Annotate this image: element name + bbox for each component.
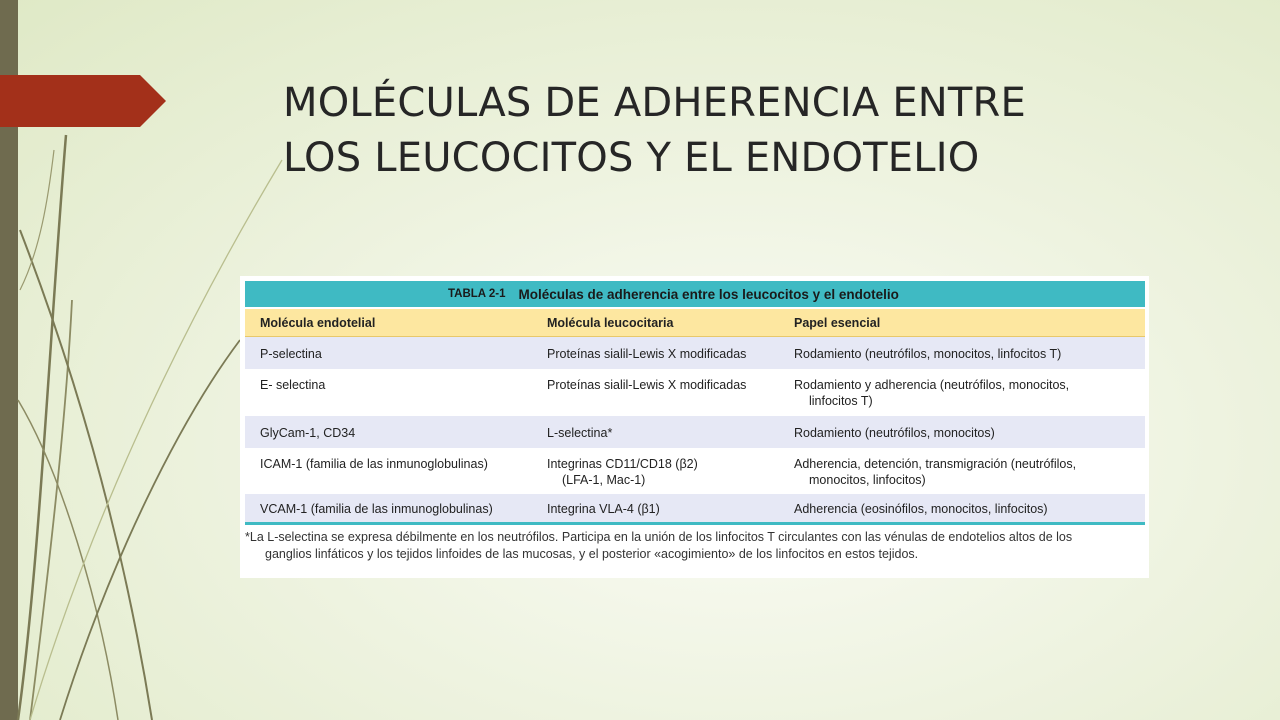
cell-endothelial: GlyCam-1, CD34 — [260, 426, 356, 440]
table-row — [245, 416, 1145, 448]
cell-endothelial: P-selectina — [260, 347, 322, 361]
footnote-line-1: *La L-selectina se expresa débilmente en los neutrófilos. Participa en la unión de los linfocitos T circulantes con las vénulas de endotelios altos de los — [245, 530, 1073, 544]
table-row — [245, 337, 1145, 369]
cell-leukocyte: Integrinas CD11/CD18 (β2) — [547, 457, 698, 471]
cell-role: Rodamiento (neutrófilos, monocitos) — [794, 426, 995, 440]
slide-title-line-2: LOS LEUCOCITOS Y EL ENDOTELIO — [283, 135, 980, 181]
cell-role: Rodamiento y adherencia (neutrófilos, monocitos, — [794, 378, 1070, 392]
cell-endothelial: E- selectina — [260, 378, 326, 392]
header-role: Papel esencial — [794, 316, 881, 330]
adhesion-molecules-table — [240, 276, 1149, 578]
slide-title-line-1: MOLÉCULAS DE ADHERENCIA ENTRE — [283, 80, 1027, 126]
cell-leukocyte: Proteínas sialil-Lewis X modificadas — [547, 378, 747, 392]
cell-role-continued: linfocitos T) — [809, 394, 873, 408]
table-row — [245, 494, 1145, 522]
cell-endothelial: ICAM-1 (familia de las inmunoglobulinas) — [260, 457, 488, 471]
header-endothelial: Molécula endotelial — [260, 316, 376, 330]
cell-role-continued: monocitos, linfocitos) — [809, 473, 926, 487]
table-title: Moléculas de adherencia entre los leucocitos y el endotelio — [518, 286, 899, 302]
cell-endothelial: VCAM-1 (familia de las inmunoglobulinas) — [260, 502, 493, 516]
table-row — [245, 448, 1145, 494]
cell-leukocyte: Integrina VLA-4 (β1) — [547, 502, 660, 516]
cell-role: Rodamiento (neutrófilos, monocitos, linfocitos T) — [794, 347, 1062, 361]
footnote-line-2: ganglios linfáticos y los tejidos linfoides de las mucosas, y el posterior «acogimiento» de los linfocitos en estos tejidos. — [265, 547, 919, 561]
cell-leukocyte: Proteínas sialil-Lewis X modificadas — [547, 347, 747, 361]
table-row — [245, 369, 1145, 416]
title-accent-arrow — [0, 75, 166, 127]
header-leukocyte: Molécula leucocitaria — [547, 316, 674, 330]
table-number: TABLA 2-1 — [448, 288, 506, 300]
slide-title — [283, 76, 1243, 186]
cell-leukocyte: L-selectina* — [547, 426, 613, 440]
cell-role: Adherencia, detención, transmigración (neutrófilos, — [794, 457, 1077, 471]
cell-leukocyte-continued: (LFA-1, Mac-1) — [562, 473, 646, 487]
table-column-headers — [245, 309, 1145, 337]
table-footnote — [245, 529, 1145, 563]
table-bottom-rule — [245, 522, 1145, 525]
table-title-bar — [245, 281, 1145, 307]
cell-role: Adherencia (eosinófilos, monocitos, linfocitos) — [794, 502, 1048, 516]
